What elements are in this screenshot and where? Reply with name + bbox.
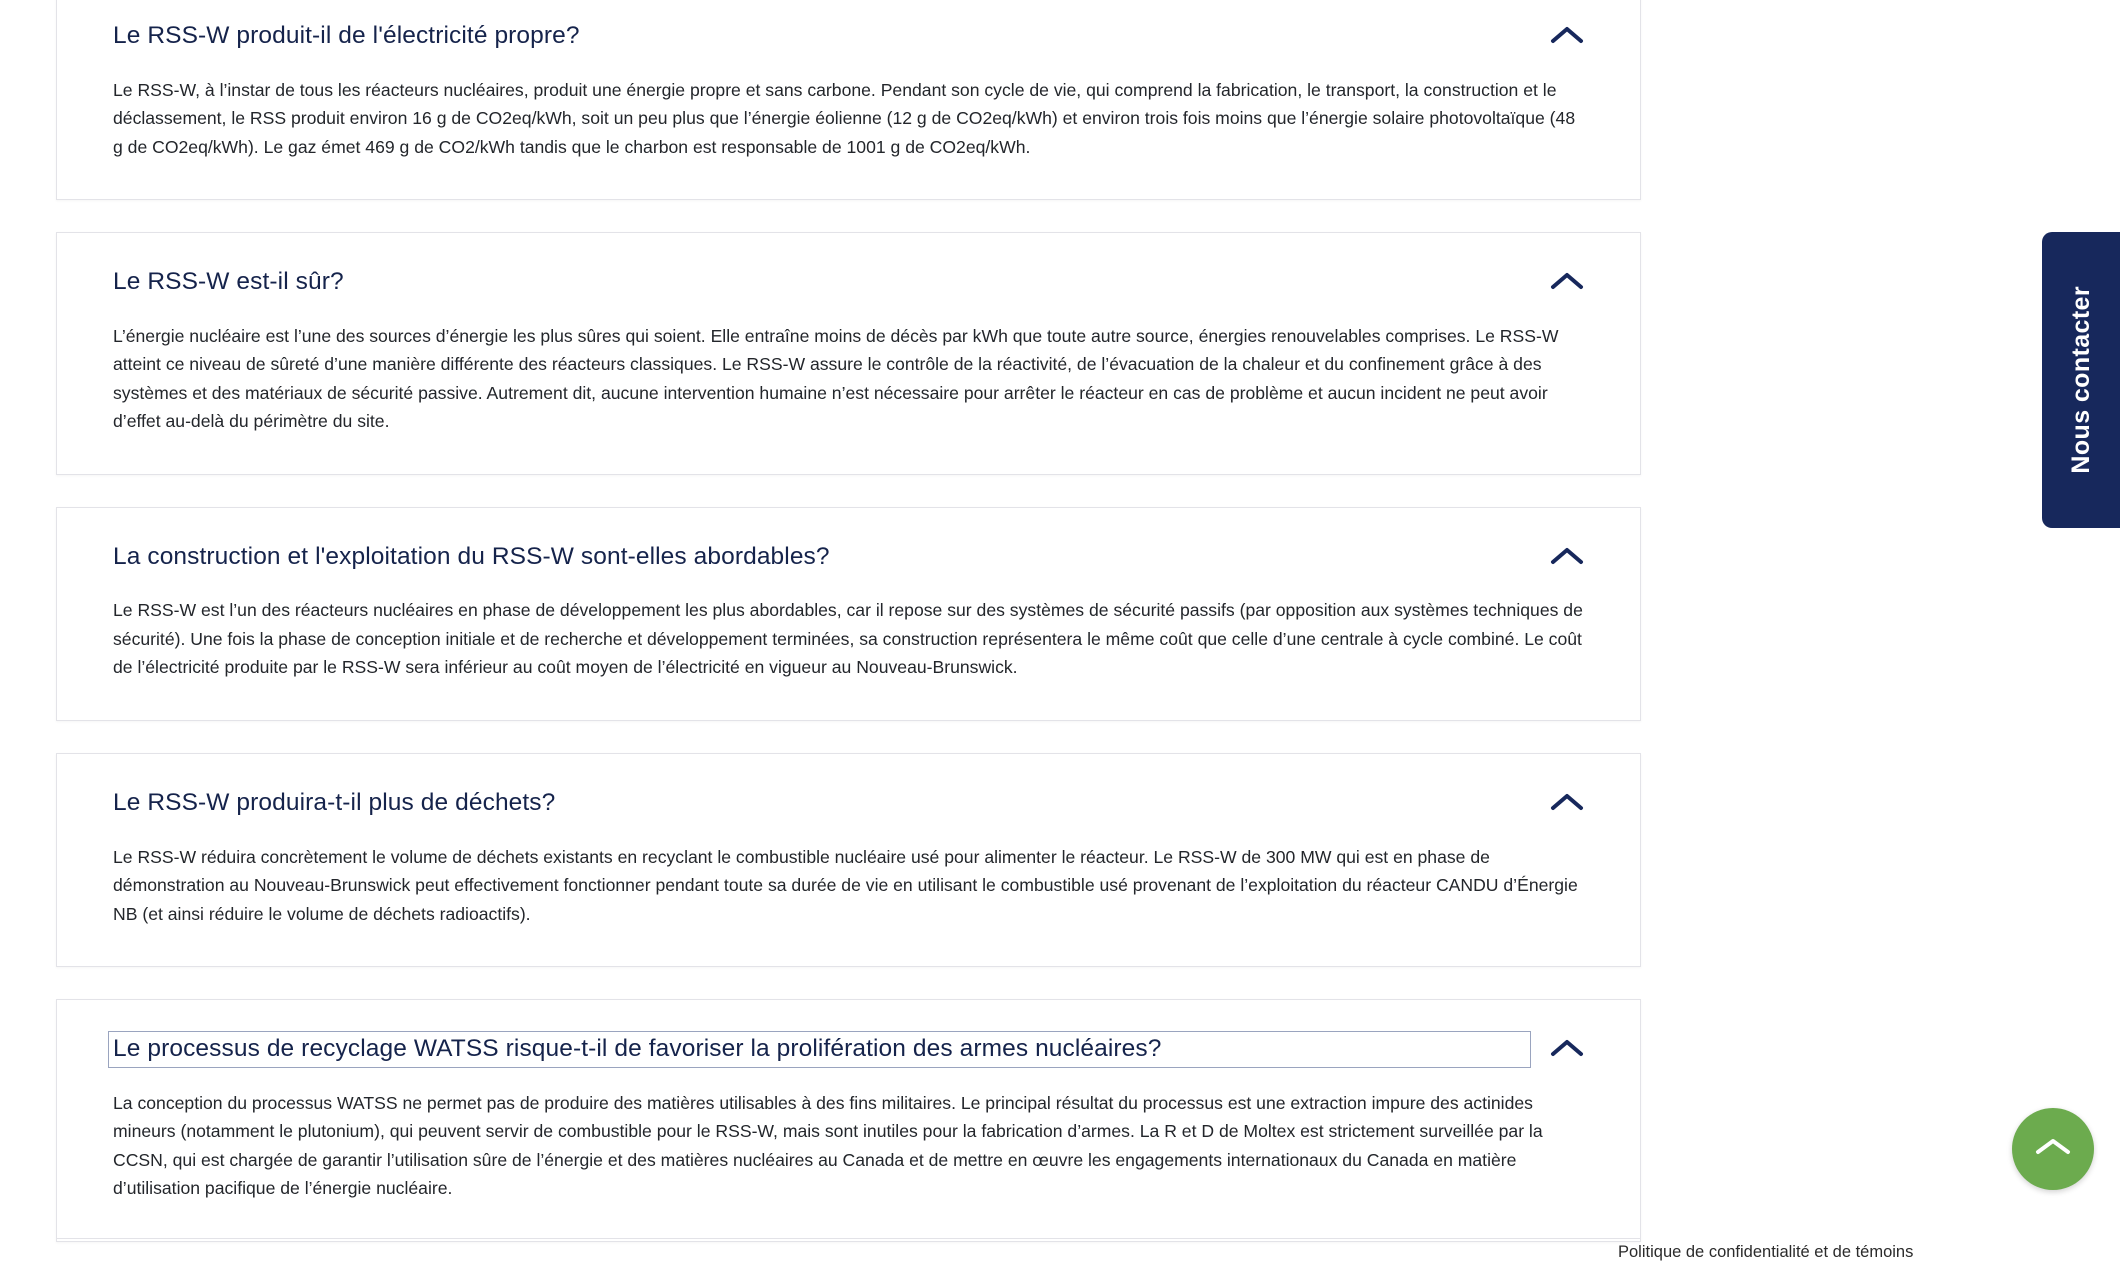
faq-item-header[interactable]: [57, 233, 1640, 308]
chevron-up-icon: [2033, 1134, 2073, 1165]
faq-item[interactable]: [56, 999, 1641, 1242]
faq-item-header[interactable]: [57, 0, 1640, 62]
contact-tab-label: Nous contacter: [2066, 286, 2095, 474]
faq-answer: La conception du processus WATSS ne permet pas de produire des matières utilisables à des fins militaires. Le principal résultat du processus est une extraction impure des actinides mineurs (notamment le plutonium), qui peuvent servir de combustible pour le RSS-W, mais sont inutiles pour la fabrication d’armes. La R et D de Moltex est strictement surveillée par la CCSN, qui est chargée de garantir l’utilisation sûre de l’énergie et des matières nucléaires au Canada et de mettre en œuvre les engagements internationaux du Canada en matière d’utilisation pacifique de l’énergie nucléaire.: [113, 1092, 1543, 1199]
faq-item[interactable]: [56, 507, 1641, 721]
privacy-policy-link[interactable]: Politique de confidentialité et de témoins: [1618, 1243, 1914, 1261]
faq-item-header[interactable]: [57, 1000, 1640, 1075]
faq-item[interactable]: [56, 753, 1641, 967]
faq-answer: Le RSS-W, à l’instar de tous les réacteurs nucléaires, produit une énergie propre et sans carbone. Pendant son cycle de vie, qui comprend la fabrication, le transport, la construction et le déclassement, le RSS produit environ 16 g de CO2eq/kWh, soit un peu plus que l’énergie éolienne (12 g de CO2eq/kWh) et environ trois fois moins que l’énergie solaire photovoltaïque (48 g de CO2eq/kWh). Le gaz émet 469 g de CO2/kWh tandis que le charbon est responsable de 1001 g de CO2eq/kWh.: [113, 79, 1576, 157]
contact-tab-button[interactable]: [2042, 232, 2120, 528]
chevron-up-icon[interactable]: [1550, 24, 1584, 48]
chevron-up-icon[interactable]: [1550, 791, 1584, 815]
chevron-up-icon[interactable]: [1550, 545, 1584, 569]
faq-question[interactable]: Le processus de recyclage WATSS risque-t-il de favoriser la prolifération des armes nucléaires?: [109, 1032, 1530, 1067]
scroll-to-top-button[interactable]: [2012, 1108, 2094, 1190]
faq-answer: Le RSS-W réduira concrètement le volume de déchets existants en recyclant le combustible nucléaire usé pour alimenter le réacteur. Le RSS-W de 300 MW qui est en phase de démonstration au Nouveau-Brunswick peut effectivement fonctionner pendant toute sa durée de vie en utilisant le combustible usé provenant de l’exploitation du réacteur CANDU d’Énergie NB (et ainsi réduire le volume de déchets radioactifs).: [113, 846, 1578, 924]
faq-question[interactable]: Le RSS-W produira-t-il plus de déchets?: [113, 788, 556, 816]
faq-item-header[interactable]: [57, 508, 1640, 583]
faq-item[interactable]: [56, 0, 1641, 200]
faq-item-header[interactable]: [57, 754, 1640, 829]
divider: [56, 1238, 1641, 1239]
faq-answer: Le RSS-W est l’un des réacteurs nucléaires en phase de développement les plus abordables, car il repose sur des systèmes de sécurité passifs (par opposition aux systèmes techniques de sécurité). Une fois la phase de conception initiale et de recherche et développement terminées, sa construction représentera le même coût que celle d’une centrale à cycle combiné. Le coût de l’électricité produite par le RSS-W sera inférieur au coût moyen de l’électricité en vigueur au Nouveau-Brunswick.: [113, 600, 1583, 678]
chevron-up-icon[interactable]: [1550, 270, 1584, 294]
faq-question[interactable]: La construction et l'exploitation du RSS-W sont-elles abordables?: [113, 542, 830, 570]
faq-answer: L’énergie nucléaire est l’une des sources d’énergie les plus sûres qui soient. Elle entraîne moins de décès par kWh que toute autre source, énergies renouvelables comprises. Le RSS-W atteint ce niveau de sûreté d’une manière différente des réacteurs classiques. Le RSS-W assure le contrôle de la réactivité, de l’évacuation de la chaleur et du confinement grâce à des systèmes et des matériaux de sécurité passive. Autrement dit, aucune intervention humaine n’est nécessaire pour arrêter le réacteur en cas de problème et aucun incident ne peut avoir d’effet au-delà du périmètre du site.: [113, 325, 1559, 432]
faq-question[interactable]: Le RSS-W produit-il de l'électricité propre?: [113, 22, 580, 49]
chevron-up-icon[interactable]: [1550, 1037, 1584, 1061]
faq-question[interactable]: Le RSS-W est-il sûr?: [113, 268, 344, 296]
faq-item[interactable]: [56, 232, 1641, 475]
faq-accordion: [56, 0, 1641, 1274]
